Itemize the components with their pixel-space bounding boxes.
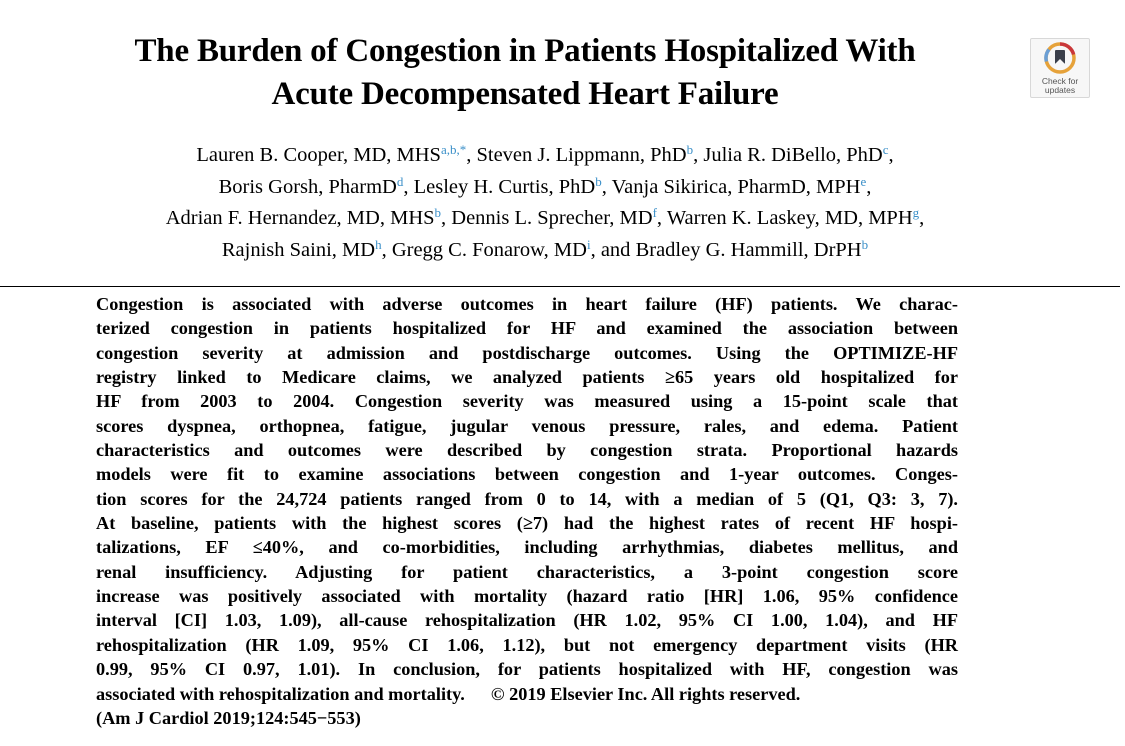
abstract-line: characteristics and outcomes were described by congestion strata. Proportional hazards [96, 440, 958, 461]
abstract-line: Congestion is associated with adverse outcomes in heart failure (HF) patients. We charac- [96, 294, 958, 314]
affiliation-marker: b [861, 236, 869, 252]
author-name: Bradley G. Hammill, DrPH [635, 238, 862, 261]
section-divider [0, 286, 1120, 287]
abstract-line: terized congestion in patients hospitalized for HF and examined the association between [96, 318, 958, 339]
abstract-line: 0.99, 95% CI 0.97, 1.01). In conclusion, for patients hospitalized with HF, congestion was [96, 659, 958, 680]
affiliation-marker: i [586, 236, 591, 252]
abstract-line: At baseline, patients with the highest scores (≥7) had the highest rates of recent HF hospi- [96, 513, 958, 534]
article-title [40, 30, 1010, 116]
author-name: Gregg C. Fonarow, MD [391, 238, 587, 261]
abstract-line: talizations, EF ≤40%, and co-morbidities, including arrhythmias, diabetes mellitus, and [96, 537, 958, 558]
abstract-line: HF from 2003 to 2004. Congestion severity was measured using a 15-point scale that [96, 391, 958, 412]
author-line-1: Lauren B. Cooper, MD, MHS$^{a,b,*}$, Steven J. Lippmann, PhD$^b$, Julia R. DiBello, PhD$^c$, [196, 142, 894, 166]
abstract-line: models were fit to examine associations between congestion and 1-year outcomes. Conges- [96, 464, 958, 485]
author-line-2: Boris Gorsh, PharmD$^d$, Lesley H. Curtis, PhD$^b$, Vanja Sikirica, PharmD, MPH$^e$, [218, 173, 872, 198]
author-name: Steven J. Lippmann, PhD [476, 144, 687, 166]
affiliation-marker: g [912, 205, 920, 220]
abstract-final-sentence: associated with rehospitalization and mortality. [96, 683, 465, 704]
author-name: Lauren B. Cooper, MD, MHS [196, 144, 441, 166]
check-for-updates-badge[interactable] [1030, 38, 1090, 98]
check-for-updates-icon [1044, 42, 1076, 76]
abstract-line: rehospitalization (HR 1.09, 95% CI 1.06, 1.12), but not emergency department visits (HR [96, 634, 958, 655]
abstract-line: interval [CI] 1.03, 1.09), all-cause rehospitalization (HR 1.02, 95% CI 1.00, 1.04), and HF [96, 610, 958, 631]
affiliation-marker: b [686, 142, 694, 157]
author-line-3: Adrian F. Hernandez, MD, MHS$^b$, Dennis L. Sprecher, MD$^f$, Warren K. Laskey, MD, MPH$^g$, [165, 205, 925, 229]
author-name: Boris Gorsh, PharmD [218, 175, 397, 198]
affiliation-marker: h [375, 236, 382, 252]
article-title-line-1: The Burden of Congestion in Patients Hospitalized With [134, 33, 916, 69]
copyright-notice: © 2019 Elsevier Inc. All rights reserved. [490, 683, 801, 704]
author-name: Rajnish Saini, MD [221, 238, 376, 261]
abstract-line [96, 682, 958, 706]
author-name: Warren K. Laskey, MD, MPH [666, 207, 913, 229]
article-title-line-2: Acute Decompensated Heart Failure [271, 76, 779, 112]
check-for-updates-label: Check for updates [1041, 76, 1079, 95]
author-name: Julia R. DiBello, PhD [703, 144, 883, 166]
affiliation-marker: a,b,* [440, 142, 467, 157]
abstract-line: congestion severity at admission and postdischarge outcomes. Using the OPTIMIZE-HF [96, 342, 958, 363]
abstract-line: renal insufficiency. Adjusting for patient characteristics, a 3-point congestion score [96, 561, 958, 582]
affiliation-marker: b [595, 173, 602, 189]
author-name: Lesley H. Curtis, PhD [413, 175, 596, 198]
abstract-line: registry linked to Medicare claims, we analyzed patients ≥65 years old hospitalized for [96, 367, 958, 388]
affiliation-marker: e [860, 173, 867, 189]
author-name: Adrian F. Hernandez, MD, MHS [165, 207, 435, 229]
affiliation-marker: f [652, 205, 657, 220]
abstract [96, 292, 958, 730]
author-list [30, 140, 1060, 266]
affiliation-marker: c [882, 142, 889, 157]
author-name: Vanja Sikirica, PharmD, MPH [611, 175, 861, 198]
author-line-4: Rajnish Saini, MD$^h$, Gregg C. Fonarow, MD$^i$, and Bradley G. Hammill, DrPH$^b$ [221, 236, 869, 261]
affiliation-marker: b [434, 205, 442, 220]
author-name: Dennis L. Sprecher, MD [451, 207, 653, 229]
journal-citation: (Am J Cardiol 2019;124:545−553) [96, 707, 361, 728]
abstract-line: scores dyspnea, orthopnea, fatigue, jugular venous pressure, rales, and edema. Patient [96, 415, 958, 436]
abstract-line: increase was positively associated with mortality (hazard ratio [HR] 1.06, 95% confidence [96, 586, 958, 607]
abstract-line: tion scores for the 24,724 patients ranged from 0 to 14, with a median of 5 (Q1, Q3: 3, 7). [96, 488, 958, 509]
affiliation-marker: d [396, 173, 404, 189]
